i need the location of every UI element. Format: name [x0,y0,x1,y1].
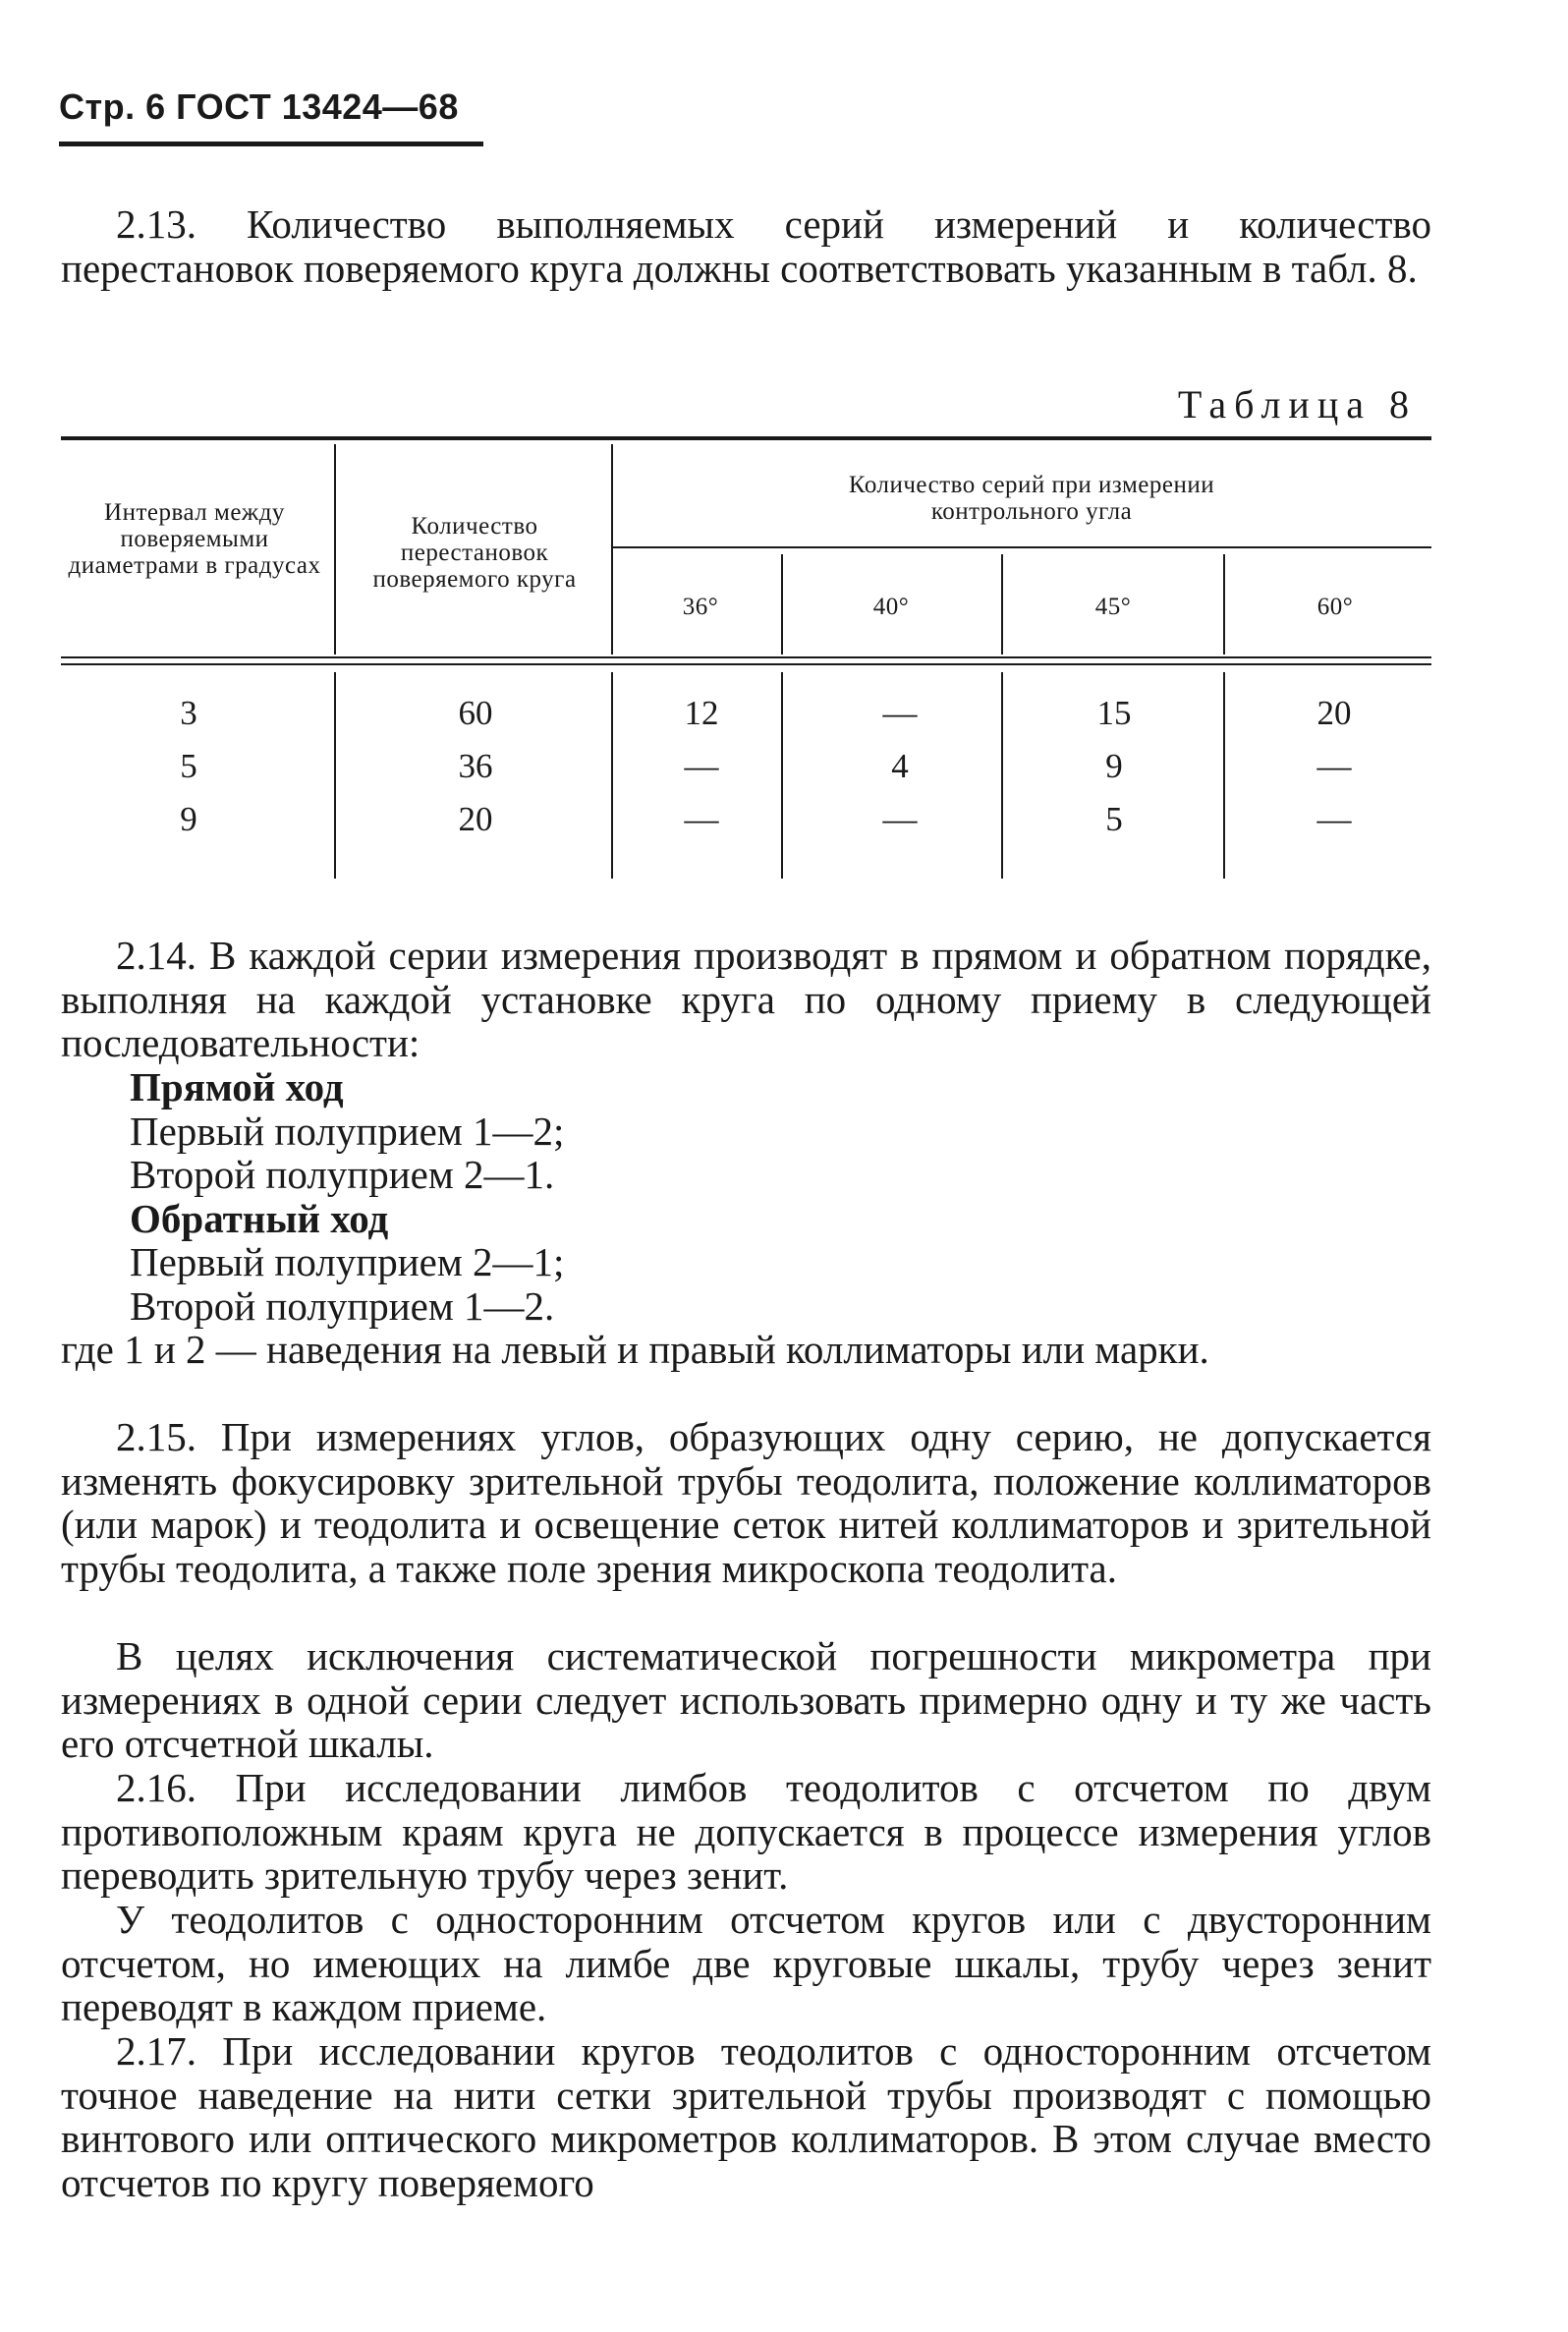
col-divider-body [781,672,783,879]
cell-a36: — [684,747,719,785]
cell-interval: 5 [180,747,197,785]
col-divider-header [611,444,613,654]
cell-a45: 5 [1105,800,1123,838]
cell-interval: 9 [180,800,197,838]
col-divider-body [611,672,613,879]
table-subheader-rule [613,546,1431,548]
paragraph-2-16-cont: У теодолитов с односторонним отсчетом кругов или с двусторонним отсчетом, но имеющих на лимбе две круговые шкалы, трубу через зенит переводят в каждом приеме. [61,1897,1431,2029]
forward-step-2: Второй полуприем 2—1. [130,1152,555,1197]
header-permutations: Количество перестановок поверяемого круга [372,513,577,593]
cell-a40: 4 [891,747,909,785]
paragraph-2-15-cont: В целях исключения систематической погрешности микрометра при измерениях в одной серии следует использовать примерно одну и ту же часть его отсчетной шкалы. [61,1633,1431,1766]
cell-a40: — [882,800,918,838]
measurement-sequence [130,1065,564,1328]
standard-code: ГОСТ 13424—68 [176,86,459,127]
col-divider-header [334,444,336,654]
cell-a60: 20 [1316,694,1352,732]
table-top-rule [61,436,1431,440]
col-divider-header [1223,554,1225,654]
header-angle-60: 60° [1316,594,1354,620]
page-number: Стр. 6 [59,86,166,127]
forward-heading: Прямой ход [130,1064,344,1109]
table-title: Таблица 8 [1177,382,1417,427]
paragraph-2-15: 2.15. При измерениях углов, образующих одну серию, не допускается изменять фокусировку зрительной трубы теодолита, положение коллиматоров (или марок) и теодолита и освещение сеток нитей коллиматоров и зрительной трубы теодолита, а также поле зрения микроскопа теодолита. [61,1414,1431,1591]
col-divider-body [1001,672,1003,879]
col-divider-body [334,672,336,879]
header-rule [59,142,483,146]
table-header-rule-2 [61,663,1431,665]
cell-a45: 15 [1096,694,1132,732]
cell-a60: — [1316,747,1352,785]
cell-a36: — [684,800,719,838]
paragraph-2-16: 2.16. При исследовании лимбов теодолитов с отсчетом по двум противоположным краям круга не допускается в процессе измерения углов переводить зрительную трубу через зенит. [61,1765,1431,1898]
col-divider-header [781,554,783,654]
paragraph-2-14: 2.14. В каждой серии измерения производят в прямом и обратном порядке, выполняя на каждой установке круга по одному приему в следующей последовательности: [61,933,1431,1065]
cell-a40: — [882,694,918,732]
cell-a45: 9 [1105,747,1123,785]
table-header-rule-1 [61,656,1431,658]
header-angle-36: 36° [682,594,719,620]
forward-step-1: Первый полуприем 1—2; [130,1108,565,1154]
header-interval: Интервал между поверяемыми диаметрами в градусах [68,499,321,579]
header-angle-45: 45° [1094,594,1132,620]
paragraph-2-13: 2.13. Количество выполняемых серий измерений и количество перестановок поверяемого круга должны соответствовать указанным в табл. 8. [61,201,1431,291]
col-divider-header [1001,554,1003,654]
cell-a36: 12 [684,694,719,732]
reverse-step-1: Первый полуприем 2—1; [130,1239,565,1284]
col-divider-body [1223,672,1225,879]
cell-interval: 3 [180,694,197,732]
where-clause: где 1 и 2 — наведения на левый и правый коллиматоры или марки. [61,1327,1209,1372]
paragraph-2-17: 2.17. При исследовании кругов теодолитов с односторонним отсчетом точное наведение на нити сетки зрительной трубы производят с помощью винтового или оптического микрометров коллиматоров. В этом случае вместо отсчетов по кругу поверяемого [61,2028,1431,2205]
page-header [59,86,459,128]
cell-a60: — [1316,800,1352,838]
header-series-group: Количество серий при измерении контрольного угла [848,472,1215,525]
reverse-step-2: Второй полуприем 1—2. [130,1282,555,1329]
cell-permutations: 20 [458,800,493,838]
cell-permutations: 36 [458,747,493,785]
header-angle-40: 40° [872,594,910,620]
reverse-heading: Обратный ход [130,1195,389,1241]
cell-permutations: 60 [458,694,493,732]
